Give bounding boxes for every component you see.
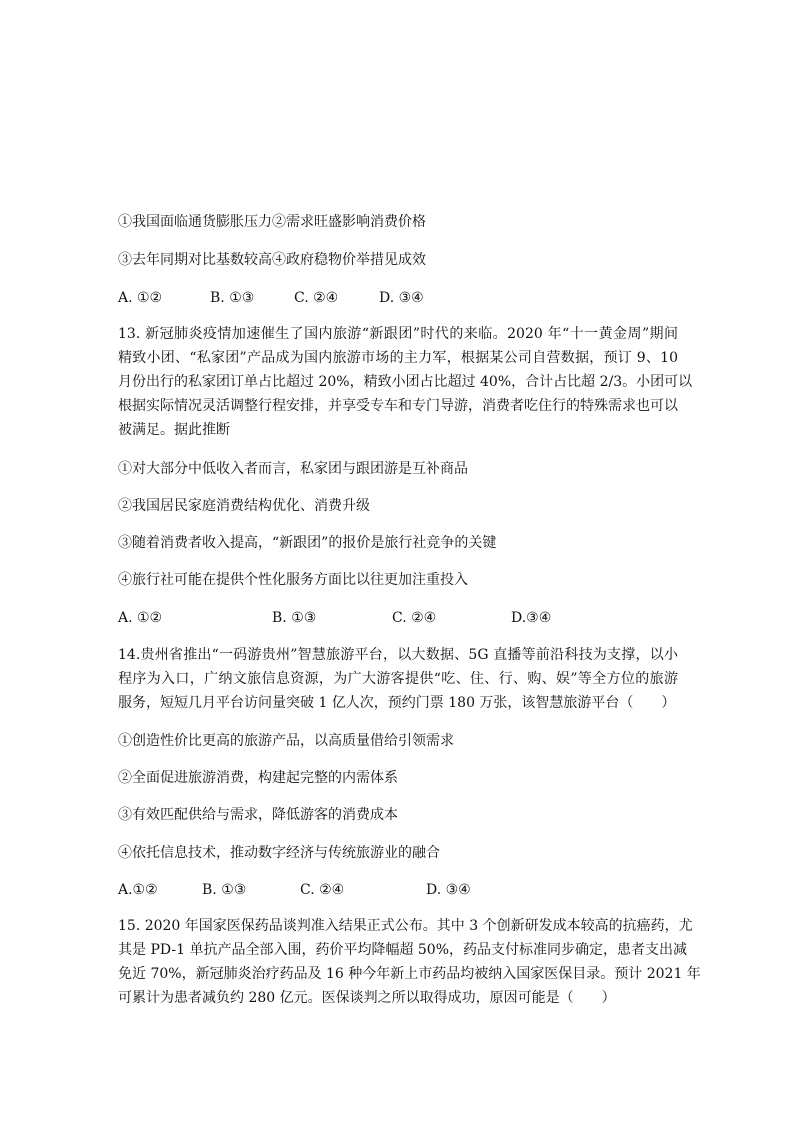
q13-stem-line: 被满足。据此推断	[118, 422, 230, 438]
q14-choice-b: B. ①③	[202, 882, 247, 898]
q14-stem-line: 14.贵州省推出“一码游贵州”智慧旅游平台，以大数据、5G 直播等前沿科技为支撑，以小	[118, 647, 678, 663]
q15-stem-line: 15. 2020 年国家医保药品谈判准入结果正式公布。其中 3 个创新研发成本较高的抗癌药，尤	[118, 918, 693, 934]
q14-option-2: ②全面促进旅游消费，构建起完整的内需体系	[118, 770, 398, 786]
q14-stem-line: 程序为入口，广纳文旅信息资源，为广大游客提供“吃、住、行、购、娱”等全方位的旅游	[118, 671, 678, 687]
q13-stem	[118, 322, 693, 442]
q14-option-4: ④依托信息技术，推动数字经济与传统旅游业的融合	[118, 845, 440, 861]
q12-choice-b: B. ①③	[210, 290, 255, 306]
q12-choice-c: C. ②④	[294, 290, 339, 306]
q13-stem-line: 月份出行的私家团订单占比超过 20%，精致小团占比超过 40%，合计占比超 2/3。小团可以	[118, 374, 693, 390]
q14-option-1: ①创造性价比更高的旅游产品，以高质量借给引领需求	[118, 733, 454, 749]
q13-option-3: ③随着消费者收入提高，“新跟团”的报价是旅行社竞争的关键	[118, 535, 497, 551]
q12-choice-a: A. ①②	[118, 290, 163, 306]
q14-choice-a: A.①②	[118, 882, 158, 898]
q14-option-3: ③有效匹配供给与需求，降低游客的消费成本	[118, 807, 398, 823]
q13-option-4: ④旅行社可能在提供个性化服务方面比以往更加注重投入	[118, 572, 468, 588]
q13-stem-line: 13. 新冠肺炎疫情加速催生了国内旅游“新跟团”时代的来临。2020 年“十一黄金周”期间	[118, 326, 678, 342]
q15-stem-line: 可累计为患者减负约 280 亿元。医保谈判之所以取得成功，原因可能是（ ）	[118, 990, 616, 1006]
q15-stem-line: 免近 70%，新冠肺炎治疗药品及 16 种今年新上市药品均被纳入国家医保目录。预计 2021 年	[118, 966, 701, 982]
q13-choice-d: D.③④	[511, 610, 552, 626]
q13-choice-a: A. ①②	[118, 610, 163, 626]
q13-choice-b: B. ①③	[272, 610, 317, 626]
q14-choice-c: C. ②④	[300, 882, 345, 898]
q12-option-line-1: ①我国面临通货膨胀压力②需求旺盛影响消费价格	[118, 214, 426, 230]
q13-choice-c: C. ②④	[392, 610, 437, 626]
q14-choice-d: D. ③④	[426, 882, 471, 898]
q15-stem-line: 其是 PD-1 单抗产品全部入围，药价平均降幅超 50%，药品支付标准同步确定，患者支出减	[118, 942, 688, 958]
q13-stem-line: 精致小团、“私家团”产品成为国内旅游市场的主力军，根据某公司自营数据，预订 9、10	[118, 350, 678, 366]
q15-stem	[118, 914, 701, 1010]
q13-option-1: ①对大部分中低收入者而言，私家团与跟团游是互补商品	[118, 461, 468, 477]
q12-option-line-2: ③去年同期对比基数较高④政府稳物价举措见成效	[118, 252, 426, 268]
q13-stem-line: 根据实际情况灵活调整行程安排，并享受专车和专门导游，消费者吃住行的特殊需求也可以	[118, 398, 678, 414]
q13-option-2: ②我国居民家庭消费结构优化、消费升级	[118, 498, 370, 514]
q14-stem-line: 服务，短短几月平台访问量突破 1 亿人次，预约门票 180 万张，该智慧旅游平台（ ）	[118, 695, 676, 711]
q12-choice-d: D. ③④	[379, 290, 424, 306]
q14-stem	[118, 643, 678, 715]
